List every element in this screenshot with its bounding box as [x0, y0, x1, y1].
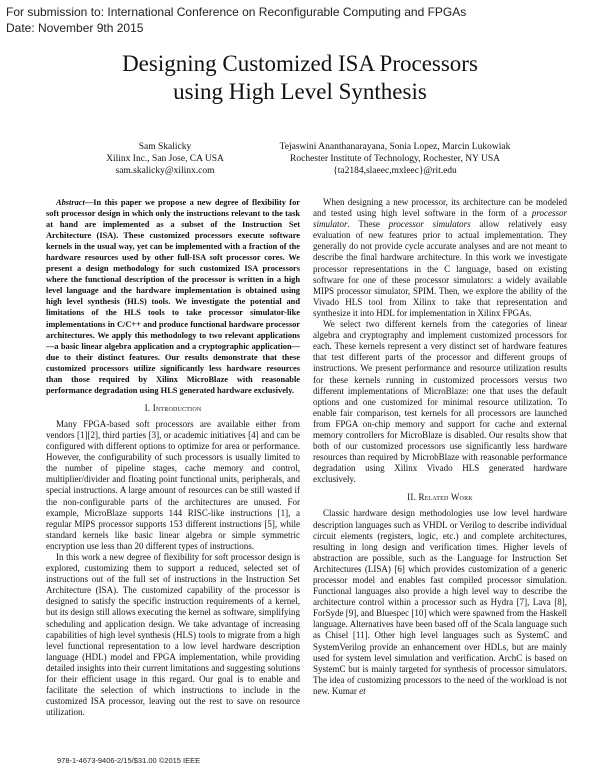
- paragraph: Classic hardware design methodologies use low level hardware description languages such as VHDL or Verilog to describe individual circuit elements (registers, logic, etc.) and complete architectures, resulting in long design and verification times. Higher levels of abstraction are possible, such as the Language for Instruction Set Architectures (LISA) [6] which provides customization of a generic processor model and enables fast compiled processor simulation. Functional languages also provide a high level way to describe the architecture control within a processor such as Hydra [7], Lava [8], ForSyde [9], and Bluespec [10] which were spawned from the Haskell language. Alternatives have been based off of the Scala language such as Chisel [11]. Other high level languages such as SystemC and SystemVerilog provide an enhancement over HDLs, but are mainly used for system level simulation and verification. ArchC is based on SystemC but is mainly targeted for synthesis of processor simulators. The idea of customizing processors to the need of the workload is not new. Kumar et: [313, 508, 567, 696]
- author-block-2: [245, 141, 545, 177]
- submission-header: [6, 4, 586, 36]
- submission-date: Date: November 9th 2015: [6, 21, 144, 35]
- section-title: Introduction: [152, 402, 202, 413]
- section-number: II.: [407, 492, 417, 503]
- left-column: [46, 197, 300, 718]
- author-name: Tejaswini Ananthanarayana, Sonia Lopez, Marcin Lukowiak: [279, 142, 511, 152]
- section-number: I.: [144, 402, 151, 413]
- title-line-2: using High Level Synthesis: [173, 79, 427, 104]
- paragraph: In this work a new degree of flexibility for soft processor design is explored, customizing them to support a reduced, selected set of instructions out of the full set of instructions in the Instruction Set Architecture (ISA). The customized capability of the processor is designed to satisfy the specific instruction requirements of a kernel, but its design still allows executing the kernel as software, simplifying scheduling and application design. We take advantage of increasing capabilities of high level synthesis (HLS) tools to migrate from a high level functional representation to a low level hardware description language (HDL) model and FPGA implementation, while providing detailed insights into their current limitations and suggesting solutions for their efficient usage in this regard. Our goal is to enable and facilitate the selection of which instructions to include in the customized ISA processor, leaving out the rest to save on resource utilization.: [46, 551, 300, 718]
- section-title: Related Work: [418, 492, 473, 503]
- author-name: Sam Skalicky: [138, 142, 192, 152]
- paper-title: [0, 50, 600, 106]
- section-heading-related-work: [313, 492, 567, 503]
- author-email: sam.skalicky@xilinx.com: [115, 166, 215, 176]
- right-column: [313, 197, 567, 697]
- author-block-1: [65, 141, 265, 177]
- title-line-1: Designing Customized ISA Processors: [122, 51, 478, 76]
- abstract: [46, 197, 300, 396]
- abstract-label: Abstract: [56, 198, 85, 207]
- abstract-text: —In this paper we propose a new degree of flexibility for soft processor design in which only the instructions relevant to the task at hand are implemented as a subset of the Instruction Set Architecture (ISA). These customized processors execute software kernels in the usual way, yet can be implemented with a fraction of the hardware resources used by other full-ISA soft processor cores. We present a design methodology for such customized ISA processors where the functional description of the processor is written in a high level language and the hardware implementation is obtained using high level synthesis (HLS) tools. We investigate the potential and limitations of the HLS tools to take processor simulator-like implementations in C/C++ and produce functional hardware processor architectures. We apply this methodology to two relevant applications —a basic linear algebra application and a cryptographic application— due to their distinct features. Our results demonstrate that these customized processors utilize significantly less hardware resources than those required by Xilinx MicroBlaze with reasonable performance degradation using HLS generated hardware exclusively.: [46, 198, 300, 395]
- submission-line: For submission to: International Conference on Reconfigurable Computing and FPGAs: [6, 5, 467, 19]
- paragraph: Many FPGA-based soft processors are available either from vendors [1][2], third parties [3], or academic initiatives [4] and can be configured with different options to optimize for area or performance. However, the configurability of such processors is usually limited to the number of pipeline stages, cache memory and control, multiplier/divider and floating point functional units, peripherals, and special instructions. A large amount of resources can be still wasted if the non-configurable parts of the architectures are unused. For example, MicroBlaze supports 144 RISC-like instructions [1], a regular MIPS processor supports 153 different instructions [5], while standard kernels like basic linear algebra or simple symmetric encryption use less than 20 different types of instructions.: [46, 418, 300, 551]
- paragraph: We select two different kernels from the categories of linear algebra and cryptography and implement customized processors for each. These kernels represent a very distinct set of hardware features that test different parts of the processor and different groups of instructions. We present performance and resource utilization results for these kernels running in customized processors versus two different implementations of MicroBlaze: one that uses the default options and one customized for minimal resource utilization. To enable fair comparison, test kernels for all processors are launched from FPGA on-chip memory and support for cache and external memory controllers for MicroBlaze is disabled. Our results show that both of our customized processors use significantly less hardware resources than required by MicrobBlaze with reasonable performance degradation using Xilinx Vivado HLS generated hardware exclusively.: [313, 319, 567, 485]
- author-email: {ta2184,slaeec,mxleec}@rit.edu: [333, 166, 457, 176]
- section-heading-introduction: [46, 403, 300, 414]
- copyright-footer: 978-1-4673-9406-2/15/$31.00 ©2015 IEEE: [57, 756, 201, 765]
- author-affiliation: Rochester Institute of Technology, Rochester, NY USA: [290, 154, 500, 164]
- author-affiliation: Xilinx Inc., San Jose, CA USA: [106, 154, 224, 164]
- paragraph: When designing a new processor, its architecture can be modeled and tested using high level software in the form of a processor simulator. These processor simulators allow relatively easy evaluation of new features prior to actual implementation. They generally do not provide cycle accurate analyses and are not meant to describe the final hardware architecture. In this work we investigate processor representations in the C language, based on existing software for one of these processor simulators: a widely available MIPS processor simulator, SPIM. Then, we explore the ability of the Vivado HLS tool from Xilinx to take that representation and synthesize it into HDL for implementation in Xilinx FPGAs.: [313, 197, 567, 318]
